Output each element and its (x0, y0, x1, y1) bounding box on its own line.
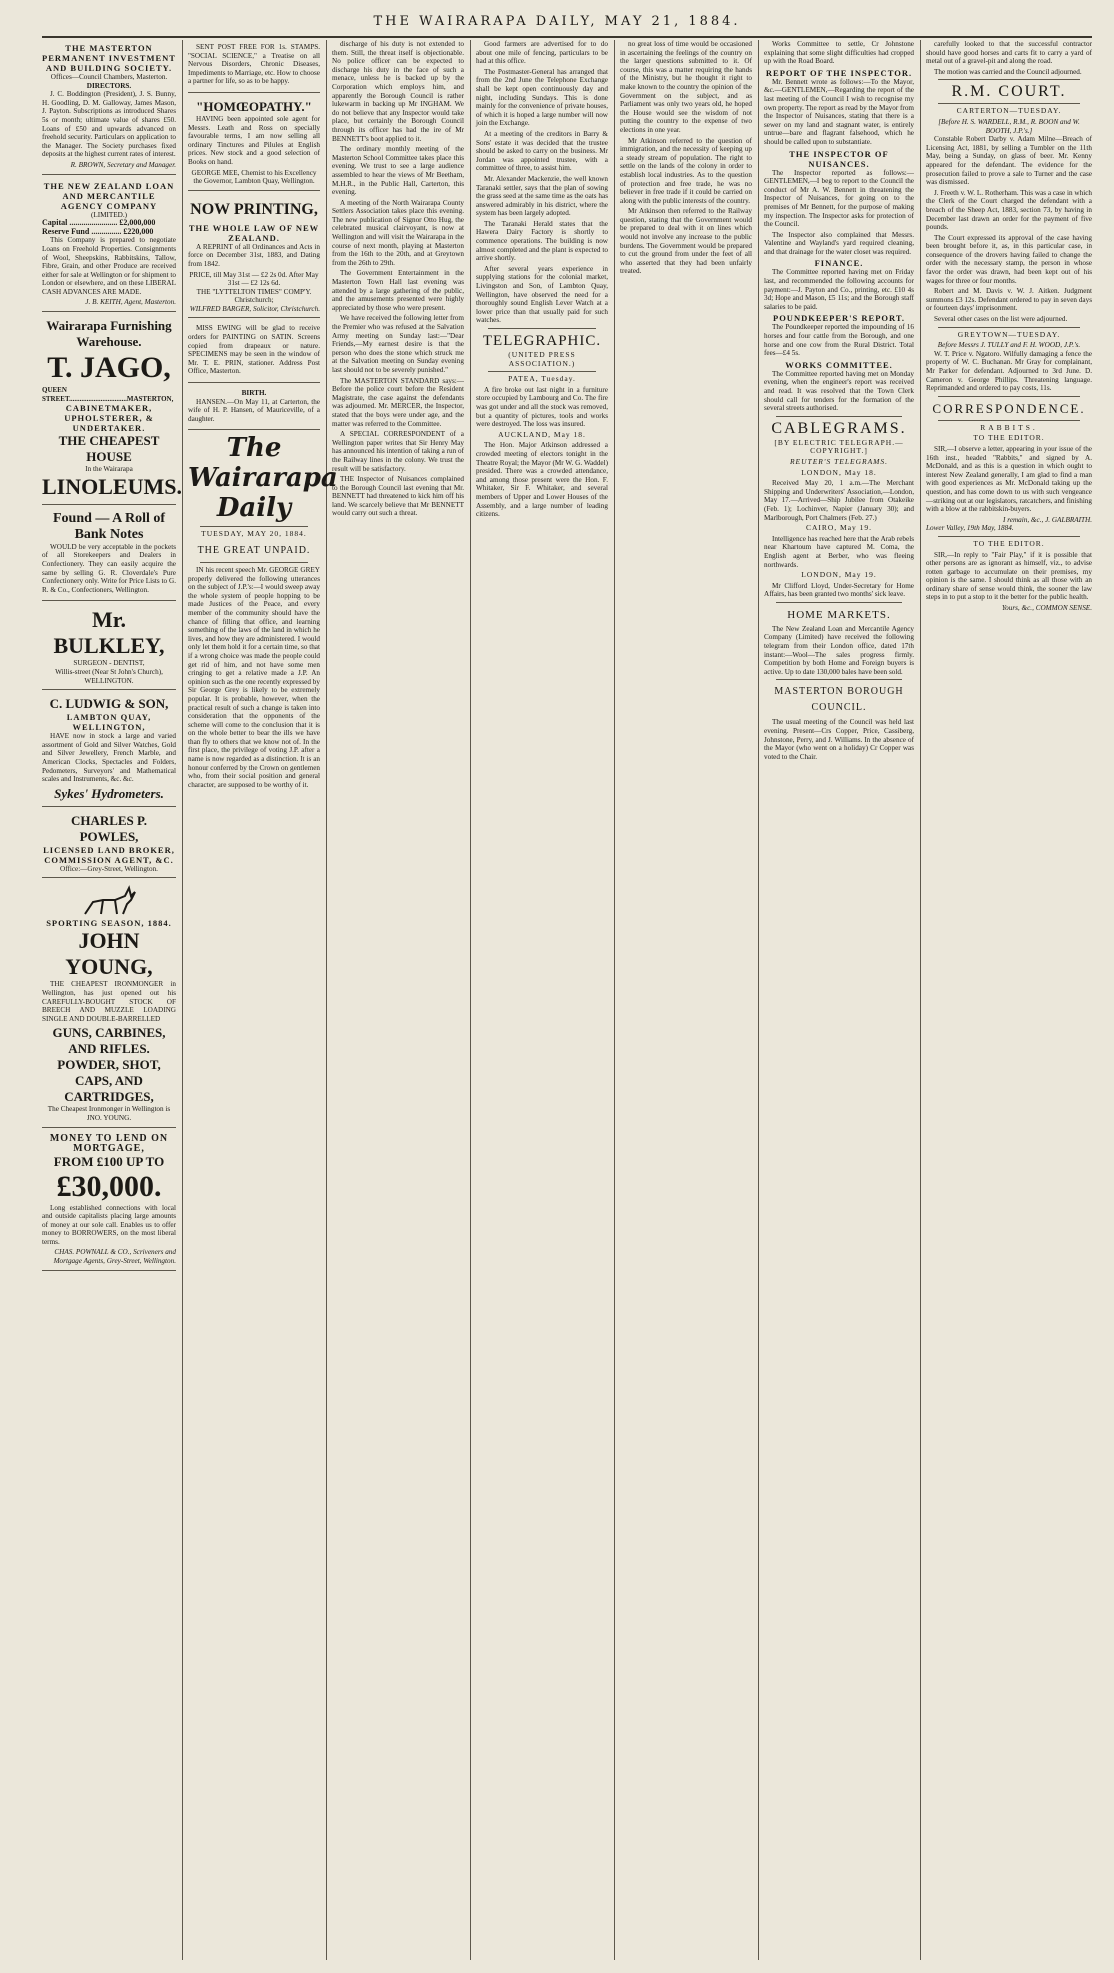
dateline: CAIRO, May 19. (805, 523, 873, 533)
article-paragraph: The Hon. Major Atkinson addressed a crowded meeting of electors tonight in the Theatre Royal; the Mayor (Mr W. G. Waddel) presided. There was a crowded attendance, and among those present were the Hon. F. Whitaker, Sir F. Whitaker, and several members of Upper and Lower Houses of the Assembly, and a large number of leading citizens. (476, 441, 608, 519)
divider (938, 327, 1080, 328)
divider (200, 562, 308, 563)
column-rule (920, 40, 921, 1960)
ad-subtitle: SURGEON - DENTIST, (73, 659, 145, 668)
ad-name: CHARLES P. POWLES, (70, 812, 148, 844)
notice-birth (188, 386, 320, 430)
ad-subtitle: LAMBTON QUAY, WELLINGTON, (66, 712, 152, 733)
bench: [Before H. S. WARDELL, R.M., R. BOON and W. BOOTH, J.P.'s.] (938, 117, 1080, 135)
paper-title: The Wairarapa Daily (188, 433, 338, 524)
ad-ludwig (42, 693, 176, 807)
ad-address: Willis-street (Near St John's Church), WELLINGTON. (55, 668, 163, 685)
ad-amount: £30,000. (56, 1169, 162, 1203)
letter-place: Lower Valley, 19th May, 1884. (926, 524, 1014, 533)
article-paragraph: The Court expressed its approval of the case having been brought before it, as, in this particular case, in consequence of the drovers having failed to change the order with the necessary stamp, the person in whose favor the order was drawn, had been kept out of his wages for three or four months. (926, 233, 1092, 285)
divider (938, 420, 1080, 421)
divider (488, 328, 596, 329)
ad-headline: GUNS, CARBINES, AND RIFLES. (52, 1025, 166, 1057)
article-paragraph: THE Inspector of Nuisances complained to the Borough Council last evening that Mr. BENNETT had threatened to kick him off his land. We scarcely believe that Mr BENNETT would carry out such a threat. (332, 475, 464, 518)
subheading: REPORT OF THE INSPECTOR. (765, 67, 913, 78)
ad-address: QUEEN STREET.................................MASTERTON, (42, 386, 174, 403)
ad-subtitle: (LIMITED.) (90, 210, 128, 219)
subheading: THE INSPECTOR OF NUISANCES. (789, 148, 889, 169)
letter-signature: I remain, &c., J. GALBRAITH. (1003, 515, 1092, 524)
ad-body: SENT POST FREE FOR 1s. STAMPS. "SOCIAL SCIENCE," a Treatise on all Nervous Disorders, Chronic Diseases, Impediments to Marriage, etc. How to choose a partner for life, so as to be happy. (188, 43, 320, 86)
reuters-heading: REUTER'S TELEGRAMS. (789, 456, 889, 466)
ad-nz-loan (42, 178, 176, 313)
ad-name: C. LUDWIG & SON, (49, 696, 169, 712)
correspondence-subject: RABBITS. (980, 422, 1038, 432)
article-paragraph: The Government Entertainment in the Masterton Town Hall last evening was attended by a large gathering of the public, and the amusements presented were highly appreciated by those who were present. (332, 269, 464, 312)
ad-name: T. JAGO, (47, 351, 171, 385)
telegraphic-subtitle: (UNITED PRESS ASSOCIATION.) (508, 350, 576, 368)
cablegrams-subtitle: [BY ELECTRIC TELEGRAPH.—COPYRIGHT.] (774, 437, 904, 456)
ad-subtitle: LICENSED LAND BROKER, COMMISSION AGENT, &C. (43, 844, 175, 865)
ad-body: HAVING been appointed sole agent for Messrs. Leath and Ross on specially favourable terms, I am now selling all ordinary Tinctures and Pilules at English prices. New stock and a good selection of Books on hand. (188, 114, 320, 166)
article-paragraph: The MASTERTON STANDARD says:—Before the police court before the Resident Magistrate, the case against the defendants was adjourned. Mr. MERCER, the Inspector, stated that the boys were under age, and the matter was referred to the Committee. (332, 376, 464, 428)
ad-bank-notes (42, 508, 176, 602)
article-paragraph: Intelligence has reached here that the Arab rebels near Khartoum have captured M. Coma, the English agent at Berber, who was fleeing northwards. (764, 534, 914, 569)
ad-permanent-society (42, 40, 176, 175)
article-paragraph: A SPECIAL CORRESPONDENT of a Wellington paper writes that Sir Henry May has announced his intention of taking a run of the Railway lines in the colony. We trust the result will be satisfactory. (332, 430, 464, 473)
ad-bulkley (42, 604, 176, 690)
ad-title: THE MASTERTON PERMANENT INVESTMENT AND BUILDING SOCIETY. (42, 43, 176, 73)
ad-title: THE NEW ZEALAND LOAN AND MERCANTILE AGENCY COMPANY (43, 180, 175, 211)
ad-headline: THE CHEAPEST HOUSE (58, 433, 160, 465)
article-paragraph: A fire broke out last night in a furniture store occupied by Lambourg and Co. The fire was got under and all the stock was removed, but a quantity of pictures, tools and works were destroyed. The loss was insured. (476, 385, 608, 429)
column-4 (476, 40, 608, 1960)
notice-body: HANSEN.—On May 11, at Carterton, the wife of H. P. Hansen, of Mauriceville, of a daughter. (188, 397, 320, 423)
ad-jago (42, 315, 182, 505)
article-paragraph: Mr. Bennett wrote as follows:—To the Mayor, &c.—GENTLEMEN,—Regarding the report of the last meeting of the Council I wish to recognise my own property. The report as read by the Mayor from the Inspector of Nuisances, stating that there is a sewer on my land and stagnant water, is entirely untrue—bare and flagrant falsehood, which he should be called upon to substantiate. (764, 77, 914, 146)
article-paragraph: Several other cases on the list were adjourned. (934, 315, 1068, 324)
ad-name: JOHN YOUNG, (65, 928, 153, 980)
article-paragraph: Mr. Alexander Mackenzie, the well known Taranaki settler, says that the plan of sowing the grass seed at the same time as the oats has answered admirably in his district, where the system has been largely adopted. (476, 174, 608, 218)
column-5 (620, 40, 752, 1960)
ad-body: J. C. Boddington (President), J. S. Bunny, H. Goodling, D. M. Galloway, James Mason, J. Payton. Subscriptions as introduced Shares 5s or month; ultimate value of shares £50. Loans of £50 and upwards advanced on freehold security. Particulars on application to the Manager. The Society purchases fixed deposits at the highest current rates of interest. (42, 90, 176, 159)
divider (200, 526, 308, 527)
ad-signature: The Cheapest Ironmonger in Wellington is JNO. YOUNG. (47, 1105, 171, 1122)
article-paragraph: The Postmaster-General has arranged that from the 2nd June the Telephone Exchange shall be kept open continuously day and night, including Sundays. This is done mainly for the convenience of private houses, of which it is hoped a large number will now join the Exchange. (476, 67, 608, 128)
ad-subtitle: Offices—Council Chambers, Masterton. (50, 73, 168, 81)
article-paragraph: The Poundkeeper reported the impounding of 16 horses and four cattle from the Borough, and one horse and one cow from the Rural District. Total fees—£4 5s. (764, 323, 914, 358)
article-paragraph: The motion was carried and the Council adjourned. (934, 67, 1082, 76)
ad-headline: POWDER, SHOT, CAPS, AND CARTRIDGES, (57, 1057, 161, 1105)
leader-body: IN his recent speech Mr. GEORGE GREY properly delivered the following utterances on the subject of J.P.'s:—I would sweep away the whole system of people hopping to be made Justices of the Peace, and every member of the community should have the chance of filling that office, and learning something of the laws of the land in which he lives, and how they are administered. I would only let them hold it for a certain time, so that if a wrong choice was made the people could get rid of him, and not have some men cringing to get a relative made a J.P. An opinion such as the one recently expressed by Sir George Grey is likely to be extremely popular. It is probable, however, when the practical result of such a change is taken into consideration that the opponents of the scheme will come to the conclusion that it is on the whole better to bear the ills we have than fly to others that we know not of. In the first place, the privilege of voting J.P. after a name is now regarded as a distinction. It is an honour conferred by the Crown on gentlemen who, from their social position and general character, are supposed to be worthy of it. (188, 566, 320, 789)
article-paragraph: Mr Atkinson referred to the question of immigration, and the necessity of keeping up a steady stream of population. The right to settle on the lands of the colony in order to establish local industries. As to the question of protection and free trade, he was no believer in free trade if it could be carried on along with the public interests of the country. (620, 136, 752, 205)
paper-date: TUESDAY, MAY 20, 1884. (201, 529, 307, 539)
ad-homoeopathy (188, 96, 320, 191)
ad-price: PRICE, till May 31st — £2 2s 0d. After May 31st — £2 12s 6d. (189, 270, 319, 288)
article-paragraph: Good farmers are advertised for to do about one mile of fencing, particulars to be had at this office. (476, 40, 608, 66)
ad-headline: Sykes' Hydrometers. (54, 785, 164, 801)
dateline: LONDON, May 19. (801, 570, 877, 580)
ad-signature: WILFRED BARGER, Solicitor, Christchurch. (189, 304, 320, 313)
article-paragraph: Mr Clifford Lloyd, Under-Secretary for Home Affairs, has been granted two months' sick leave. (764, 581, 914, 599)
ad-name: Mr. BULKLEY, (53, 607, 165, 659)
article-paragraph: carefully looked to that the successful contractor should have good horses and carts fit to carry a yard of metal out of a gravel-pit and along the road. (926, 40, 1092, 66)
ad-signature: R. BROWN, Secretary and Manager. (70, 160, 176, 169)
subheading: WORKS COMMITTEE. (785, 359, 893, 370)
divider (938, 536, 1080, 537)
letter-body: SIR,—In reply to "Fair Play," if it is possible that other persons are as ignorant as himself, viz., to advise rotten garbage to accumulate on their premises, my opinion is the same. I should think as all those with an ordinary share of sense would think, the sooner the law steps in to put a stop to it the better for the public health. (926, 550, 1092, 602)
divider (488, 371, 596, 372)
article-paragraph: The ordinary monthly meeting of the Masterton School Committee takes place this evening. We trust to see a large audience assembled to hear the views of Mr Beetham, M.H.R., in the Public Hall, Carterton, this evening. (332, 145, 464, 197)
article-paragraph: The New Zealand Loan and Mercantile Agency Company (Limited) have received the following telegram from their London office, dated 17th instant:—Wool—The sales progress firmly. Competition by both Home and Foreign buyers is active. Up to date 130,000 bales have been sold. (764, 624, 914, 676)
article-paragraph: no great loss of time would be occasioned in ascertaining the feelings of the country on the larger questions submitted to it. Of course, this was a matter requiring the hands of the Ministry, but he thought it right to make known to the country the opinion of the Government on the subject, and as Parliament was only two years old, he hoped the House would see the wisdom of not putting the country to the expense of two elections in one year. (620, 40, 752, 134)
letter-signature: Yours, &c., COMMON SENSE. (1001, 604, 1092, 613)
ad-subtitle: THE WHOLE LAW OF NEW ZEALAND. (188, 222, 320, 243)
ad-title: Wairarapa Furnishing Warehouse. (46, 318, 172, 350)
column-3 (332, 40, 464, 1960)
divider (776, 679, 902, 680)
ad-subtitle: SPORTING SEASON, 1884. (46, 918, 172, 929)
divider (938, 79, 1080, 80)
ad-young (42, 881, 176, 1127)
article-paragraph: J. Freeth v. W. L. Rotherham. This was a case in which the Clerk of the Court charged the defendant with a breach of the Sheep Act, 1883, section 73, by having in December last drawn an order for the payment of five pounds. (926, 188, 1092, 232)
notice-title: BIRTH. (241, 389, 267, 398)
masthead-title: THE WAIRARAPA DAILY, MAY 21, 1884. (373, 14, 741, 29)
article-paragraph: The Taranaki Herald states that the Hawera Dairy Factory is shortly to commence operations. The building is now almost completed and the plant is expected to arrive shortly. (476, 219, 608, 263)
article-paragraph: discharge of his duty is not extended to them. Still, the threat itself is objectionable. No police officer can be expected to discharge his duty in the face of such a menace, unless he is backed up by the Corporation which employs him, and apparently the Borough Council is rather lukewarm in backing up Mr INGHAM. We do not believe that any Inspector would take place, but certainly the Borough Council through its officer has had the ire of Mr BENNETT's boot applied to it. (332, 40, 464, 143)
divider (938, 103, 1080, 104)
dateline: CARTERTON—TUESDAY. (956, 106, 1062, 116)
ad-ewing (188, 321, 320, 383)
ad-body: THE CHEAPEST IRONMONGER in Wellington, has just opened out his CAREFULLY-BOUGHT STOCK OF BREECH AND MUZZLE LOADING SINGLE AND DOUBLE-BARRELLED (42, 980, 176, 1023)
ad-reserve: Reserve Fund ............... £220,000 (42, 226, 154, 236)
council-title: MASTERTON BOROUGH COUNCIL. (774, 686, 904, 714)
article-paragraph: The Committee reported having met on Friday last, and recommended the following accounts for payment:—J. Payton and Co., printing, etc. £10 4s 3d; Hope and Mason, £5 11s; and the Borough staff salaries to be paid. (764, 268, 914, 311)
column-rule (614, 40, 615, 1960)
ad-title: "HOMŒOPATHY." (196, 98, 312, 114)
dateline: PATEA, Tuesday. (508, 374, 576, 384)
ad-title: MONEY TO LEND ON MORTGAGE, (49, 1132, 169, 1154)
ad-publisher: THE "LYTTELTON TIMES" COMP'Y. Christchurch; (196, 287, 312, 305)
article-paragraph: The usual meeting of the Council was held last evening. Present—Crs Copper, Price, Cassiberg, Johnstone, Perry, and J. Williams. In the absence of the Mayor (who went on a holiday) Cr Copper was voted to the Chair. (764, 718, 914, 761)
article-paragraph: A meeting of the North Wairarapa County Settlers Association takes place this evening. The new publication of Signor Otto Hug, the celebrated musical clairvoyant, is now at Wellington and will visit the Wairarapa in the course of next month, playing at Masterton from the 16th to the 20th, and at Greytown from the 26th to 29th. (332, 198, 464, 267)
column-rule (470, 40, 471, 1960)
ad-body: A REPRINT of all Ordinances and Acts in force on December 31st, 1883, and Dating from 1842. (188, 242, 320, 268)
article-paragraph: The Inspector reported as follows:—GENTLEMEN,—I beg to report to the Council the conduct of Mr A. W. Bennett in threatening the Inspector of Nuisances, for going on to the premises of Mr Bennett, for the purpose of making my inspection. The Inspector asks for protection of the Council. (764, 168, 914, 229)
bench: Before Messrs J. TULLY and F. H. WOOD, J.P.'s. (937, 341, 1081, 350)
subheading: POUNDKEEPER'S REPORT. (773, 313, 905, 324)
dateline: LONDON, May 18. (801, 467, 877, 477)
ad-title: Found — A Roll of Bank Notes (52, 510, 166, 542)
masthead-rule (42, 36, 1092, 38)
divider (938, 396, 1080, 397)
ad-signature: CHAS. POWNALL & CO., Scriveners and Mortgage Agents, Grey-Street, Wellington. (53, 1248, 176, 1266)
ad-stamps (188, 40, 320, 93)
article-paragraph: The Inspector also complained that Messrs. Valentine and Wayland's yard required cleaning, and that drainage for the water closet was required. (764, 230, 914, 256)
ad-printing (188, 194, 320, 319)
ad-title: NOW PRINTING, (190, 200, 318, 218)
ad-money (42, 1131, 176, 1271)
divider (776, 416, 902, 417)
ad-body: Long established connections with local and outside capitalists placing large amounts of money at our sole call. Enables us to offer money to BORROWERS, on the most liberal terms. (42, 1203, 176, 1246)
ad-body: This Company is prepared to negotiate Loans on Freehold Properties. Consignments of Wool, Sheepskins, Rabbitskins, Tallow, Fibre, Grain, and other Produce are received either for sale at Wellington or for shipment to London or elsewhere, and on these LIBERAL CASH ADVANCES ARE MADE. (42, 236, 176, 296)
article-paragraph: The Committee reported having met on Monday evening, when the engineer's report was received and read. It was resolved that the Town Clerk should call for tenders for the formation of the several streets authorised. (764, 369, 914, 413)
letter-salutation: TO THE EDITOR. (973, 538, 1045, 548)
ad-address: Office:—Grey-Street, Wellington. (60, 864, 158, 873)
article-paragraph: Constable Robert Darby v. Adam Milne—Breach of Licensing Act, 1881, by selling a Tumbler on the 11th May, being a Sunday, on glass of beer. Mr. Kenny appeared for the defendant. The evidence for the prosecution failed to prove a sale to Turner and the case was dismissed. (926, 135, 1092, 187)
column-6 (764, 40, 914, 1960)
home-markets-title: HOME MARKETS. (787, 608, 891, 621)
column-rule (182, 40, 183, 1960)
ad-body: HAVE now in stock a large and varied assortment of Gold and Silver Watches, Gold and Silver Jewellery, French Marble, and American Clocks, Spectacles and Folders, Pedometers, Surveyors' and Mathematical scales and Instruments, &c. &c. (42, 732, 176, 784)
column-1-advertisements (42, 40, 182, 1960)
cablegrams-title: CABLEGRAMS. (771, 419, 907, 437)
article-paragraph: Robert and M. Davis v. W. J. Aitken. Judgment summons £3 12s. Defendant ordered to pay in seven days or fourteen days' imprisonment. (926, 287, 1092, 313)
ad-label: DIRECTORS. (86, 81, 132, 90)
ad-capital: Capital ........................ £2,000,000 (42, 218, 156, 228)
ad-subtitle: FROM £100 UP TO (53, 1153, 165, 1169)
article-paragraph: At a meeting of the creditors in Barry & Sons' estate it was decided that the trustee should be asked to carry on the business. Mr Jordan was appointed trustee, with a committee of three, to assist him. (476, 129, 608, 173)
dateline: GREYTOWN—TUESDAY. (957, 329, 1061, 339)
column-rule (326, 40, 327, 1960)
column-7 (926, 40, 1092, 1960)
letter-salutation: TO THE EDITOR. (973, 433, 1045, 443)
column-2 (188, 40, 338, 1960)
ad-signature: J. B. KEITH, Agent, Masterton. (85, 298, 176, 307)
subheading: FINANCE. (814, 258, 864, 269)
ad-headline: LINOLEUMS. (42, 473, 182, 499)
ad-trades: CABINETMAKER, UPHOLSTERER, & UNDERTAKER. (64, 403, 154, 434)
article-paragraph: Received May 20, 1 a.m.—The Merchant Shipping and Underwriters' Association,—London, May 17.—Arrived—Ship Jubilee from Otakeike (Feb. 1); Lochinver, Napier (January 30); and Marlborough, Port Chalmers (Feb. 27.) (764, 479, 914, 522)
ad-body: WOULD be very acceptable in the pockets of all Storekeepers and Dealers in Confectionery. They can easily acquire the same by selling G. R. Cloverdale's Pure Confectionery only. Write for Price Lists to G. R. & Co., Confectioners, Wellington. (42, 542, 176, 594)
article-paragraph: After several years experience in supplying stations for the colonial market, Livingston and Son, of Lambton Quay, Wellington, have observed the need for a thoroughly sound English Lever Watch at a lower price than that usually paid for such watches. (476, 264, 608, 325)
leader-title: THE GREAT UNPAID. (197, 545, 311, 556)
correspondence-title: CORRESPONDENCE. (932, 400, 1086, 416)
article-paragraph: We have received the following letter from the Premier who was refused at the Salvation Army meeting on Sunday last:—"Dear Friends,—My earnest desire is that the person who does the stone which struck me at the Salvation meeting on Sunday evening last should not to be severely punished." (332, 314, 464, 374)
article-paragraph: W. T. Price v. Ngatoro. Wilfully damaging a fence the property of W. C. Buchanan. Mr Gray for complainant, Mr Parker for defendant. Adjourned to 3rd June. D. Cameron v. George Phillips. Threatening language. Reprimanded and ordered to pay costs, 11s. (926, 349, 1092, 393)
deer-icon (79, 884, 139, 918)
dateline: AUCKLAND, May 18. (498, 429, 586, 439)
article-paragraph: Mr Atkinson then referred to the Railway question, stating that the Government would be prepared to deal with it on lines which would not involve any increase to the public burdens. The Government would be prepared to cut the ground from under the feet of all who asserted that they had been unfairly treated. (620, 207, 752, 276)
ad-powles (42, 810, 176, 879)
rm-court-title: R.M. COURT. (951, 83, 1067, 101)
ad-signature: GEORGE MEE, Chemist to his Excellency the Governor, Lambton Quay, Wellington. (191, 168, 317, 186)
ad-subtitle: In the Wairarapa (85, 465, 133, 474)
column-rule (758, 40, 759, 1960)
divider (776, 602, 902, 603)
article-paragraph: Works Committee to settle, Cr Johnstone explaining that some slight difficulties had cropped up with the Road Board. (764, 40, 914, 66)
letter-body: SIR,—I observe a letter, appearing in your issue of the 16th inst., headed "Rabbits," and signed by A. McDonald, and as this is a question in which ought to interest New Zealand generally, I am glad to find a man with good experiences as Mr. McDonald taking up the question, and has come down to us with such vengeance—striking out at our legislators, ratcatchers, and finishing with a blow at the rabbitskin-buyers. (926, 444, 1092, 514)
telegraphic-title: TELEGRAPHIC. (482, 333, 602, 349)
ad-body: MISS EWING will be glad to receive orders for PAINTING on SATIN. Screens copied from drapeaux or nature. SPECIMENS may be seen in the window of Mr. T. E. PRIN, stationer. Address Post Office, Masterton. (188, 324, 320, 376)
